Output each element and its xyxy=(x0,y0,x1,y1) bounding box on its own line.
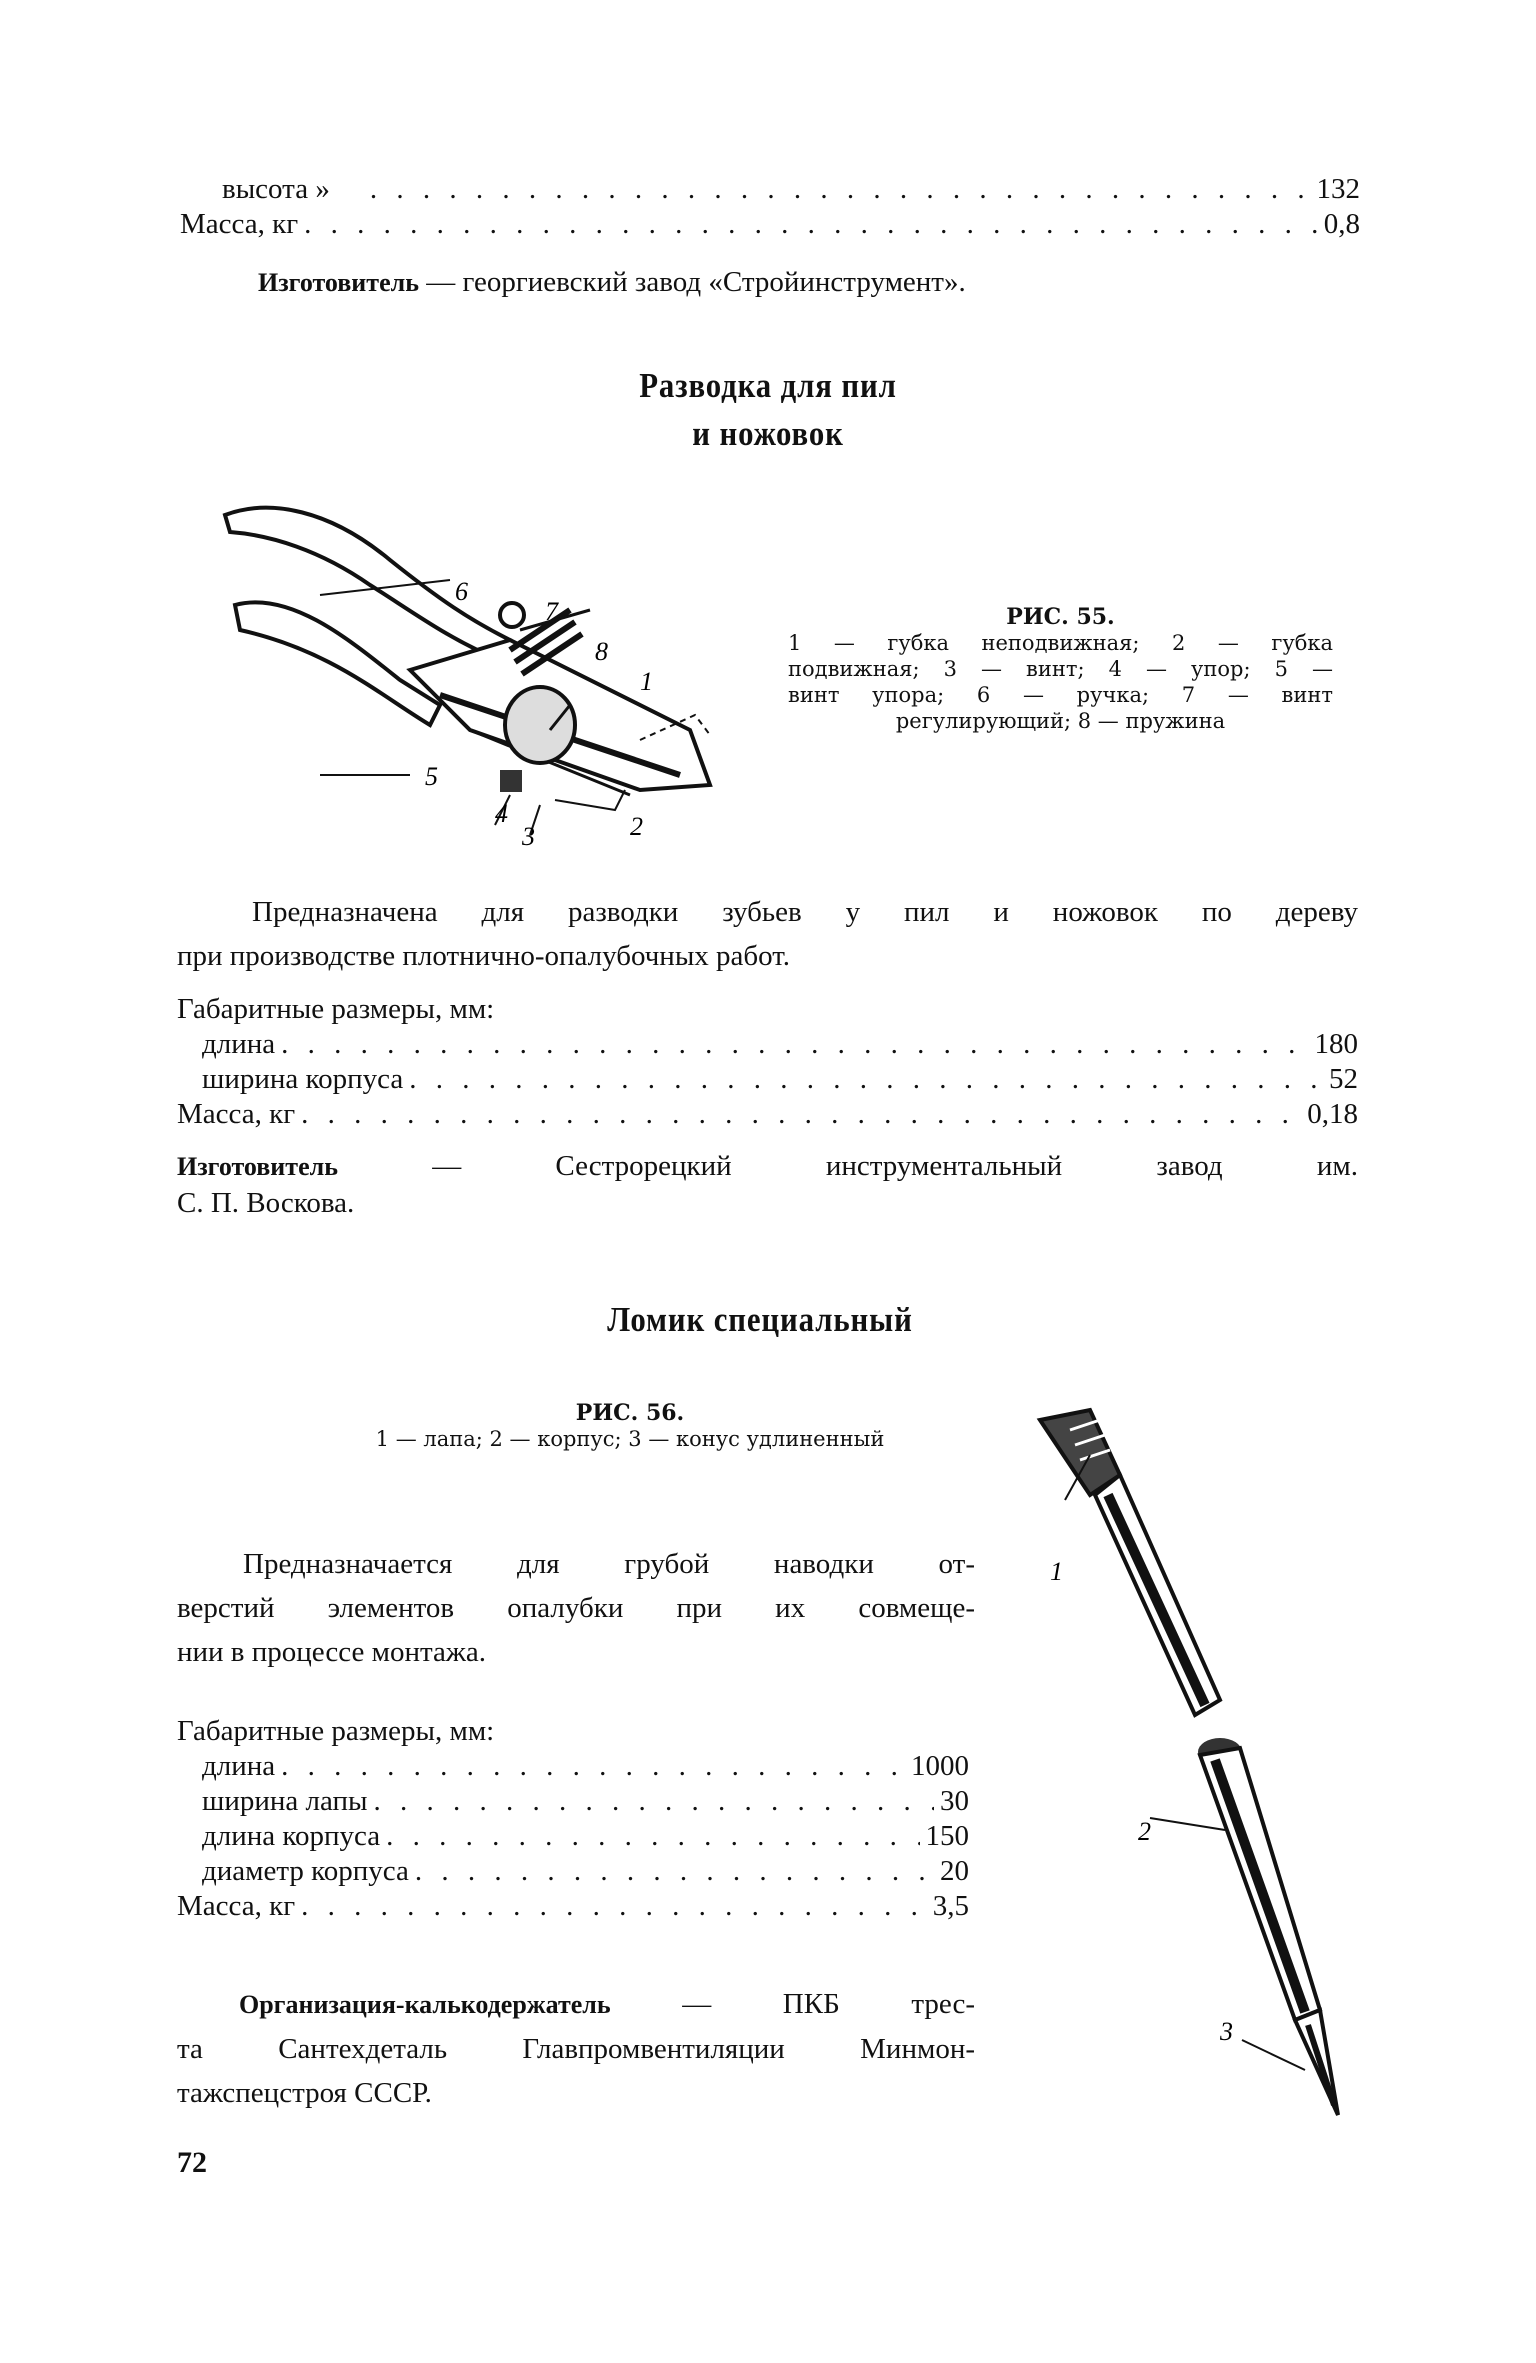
title-line: и ножовок xyxy=(692,414,844,453)
maker-text: — Сестрорецкий инструментальный завод им. xyxy=(337,1150,1358,1182)
spec-value: 0,8 xyxy=(1323,208,1360,240)
spec-row xyxy=(177,1062,1358,1097)
caption-line: 1 — губка неподвижная; 2 — губка xyxy=(788,631,1333,655)
spec-value: 30 xyxy=(940,1785,969,1817)
dims-heading: Габаритные размеры, мм: xyxy=(177,1715,495,1747)
callout-2: 2 xyxy=(1138,1817,1151,1846)
spec-row xyxy=(177,1097,1358,1132)
callout-3: 3 xyxy=(1220,2017,1233,2046)
spec-value: 52 xyxy=(1329,1063,1358,1095)
spec-value: 1000 xyxy=(911,1750,969,1782)
figure-56-caption xyxy=(330,1400,930,1452)
holder-line xyxy=(177,1982,975,2027)
spec-label: диаметр корпуса xyxy=(202,1855,409,1887)
figure-number: РИС. 55. xyxy=(1006,604,1115,630)
spec-value: 180 xyxy=(1314,1028,1358,1060)
top-specs xyxy=(180,172,1360,242)
description-line: нии в процессе монтажа. xyxy=(177,1636,487,1668)
spec-value: 3,5 xyxy=(932,1890,969,1922)
callout-7: 7 xyxy=(545,597,558,626)
caption-line: 1 — лапа; 2 — корпус; 3 — конус удлиненный xyxy=(375,1427,885,1451)
description-line: Предназначается для грубой наводки от- xyxy=(243,1548,975,1580)
spec-row xyxy=(177,1027,1358,1062)
saw-setter-specs xyxy=(177,992,1358,1132)
figure-55-caption xyxy=(788,604,1333,734)
spec-row xyxy=(177,1819,969,1854)
spec-label: Масса, кг xyxy=(177,1098,296,1130)
spec-label: длина корпуса xyxy=(202,1820,381,1852)
spec-value: 20 xyxy=(940,1855,969,1887)
saw-setter-illustration xyxy=(210,490,750,860)
holder-text: тажспецстроя СССР. xyxy=(177,2077,432,2109)
figure-number: РИС. 56. xyxy=(575,1400,685,1426)
callout-2: 2 xyxy=(630,812,643,841)
spec-row xyxy=(180,207,1360,242)
spec-row xyxy=(177,1749,969,1784)
crowbar-illustration xyxy=(1020,1400,1360,2130)
caption-line: подвижная; 3 — винт; 4 — упор; 5 — xyxy=(788,657,1333,681)
callout-3: 3 xyxy=(522,822,535,851)
crowbar-holder xyxy=(177,1982,975,2115)
spec-row xyxy=(177,1889,969,1924)
spec-value: 150 xyxy=(925,1820,969,1852)
maker-line xyxy=(177,1148,1358,1185)
spec-label: Масса, кг xyxy=(180,208,299,240)
spec-label: ширина лапы xyxy=(202,1785,368,1817)
section-title-crowbar: Ломик специальный xyxy=(607,1300,913,1339)
spec-value: 132 xyxy=(1316,173,1360,205)
spec-label: высота » xyxy=(222,173,330,205)
spec-row xyxy=(177,1854,969,1889)
callout-5: 5 xyxy=(425,762,438,791)
spec-label: Масса, кг xyxy=(177,1890,296,1922)
crowbar-description xyxy=(177,1542,975,1674)
spec-row xyxy=(180,172,1360,207)
crowbar-specs xyxy=(177,1714,969,1924)
maker-text: С. П. Воскова. xyxy=(177,1187,355,1219)
description-line: верстий элементов опалубки при их совмеще- xyxy=(177,1592,975,1624)
saw-setter-description xyxy=(177,890,1358,978)
holder-label: Организация-калькодержатель xyxy=(239,1990,611,2019)
title-line: Разводка для пил xyxy=(639,366,897,405)
page-number: 72 xyxy=(177,2146,207,2179)
holder-text: та Сантехдеталь Главпромвентиляции Минмон- xyxy=(177,2033,975,2065)
maker-text: — георгиевский завод «Стройинструмент». xyxy=(418,266,966,298)
caption-line: винт упора; 6 — ручка; 7 — винт xyxy=(788,683,1333,707)
description-line: при производстве плотнично-опалубочных работ. xyxy=(177,940,791,972)
callout-1: 1 xyxy=(1050,1557,1063,1586)
spec-value: 0,18 xyxy=(1307,1098,1358,1130)
callout-1: 1 xyxy=(640,667,653,696)
section-title-saw-setter xyxy=(504,362,1032,458)
dims-heading: Габаритные размеры, мм: xyxy=(177,993,495,1025)
caption-line: регулирующий; 8 — пружина xyxy=(895,709,1226,733)
maker-label: Изготовитель xyxy=(258,268,419,297)
maker-label: Изготовитель xyxy=(177,1152,338,1181)
callout-4: 4 xyxy=(495,799,508,828)
spec-label: длина xyxy=(202,1028,276,1060)
callout-6: 6 xyxy=(455,577,468,606)
spec-label: длина xyxy=(202,1750,276,1782)
saw-setter-maker xyxy=(177,1148,1358,1221)
holder-text: — ПКБ трес- xyxy=(610,1988,975,2020)
spec-label: ширина корпуса xyxy=(202,1063,404,1095)
spec-row xyxy=(177,1784,969,1819)
top-maker-line xyxy=(258,264,966,301)
description-line: Предназначена для разводки зубьев у пил и ножовок по дереву xyxy=(252,896,1358,928)
callout-8: 8 xyxy=(595,637,608,666)
